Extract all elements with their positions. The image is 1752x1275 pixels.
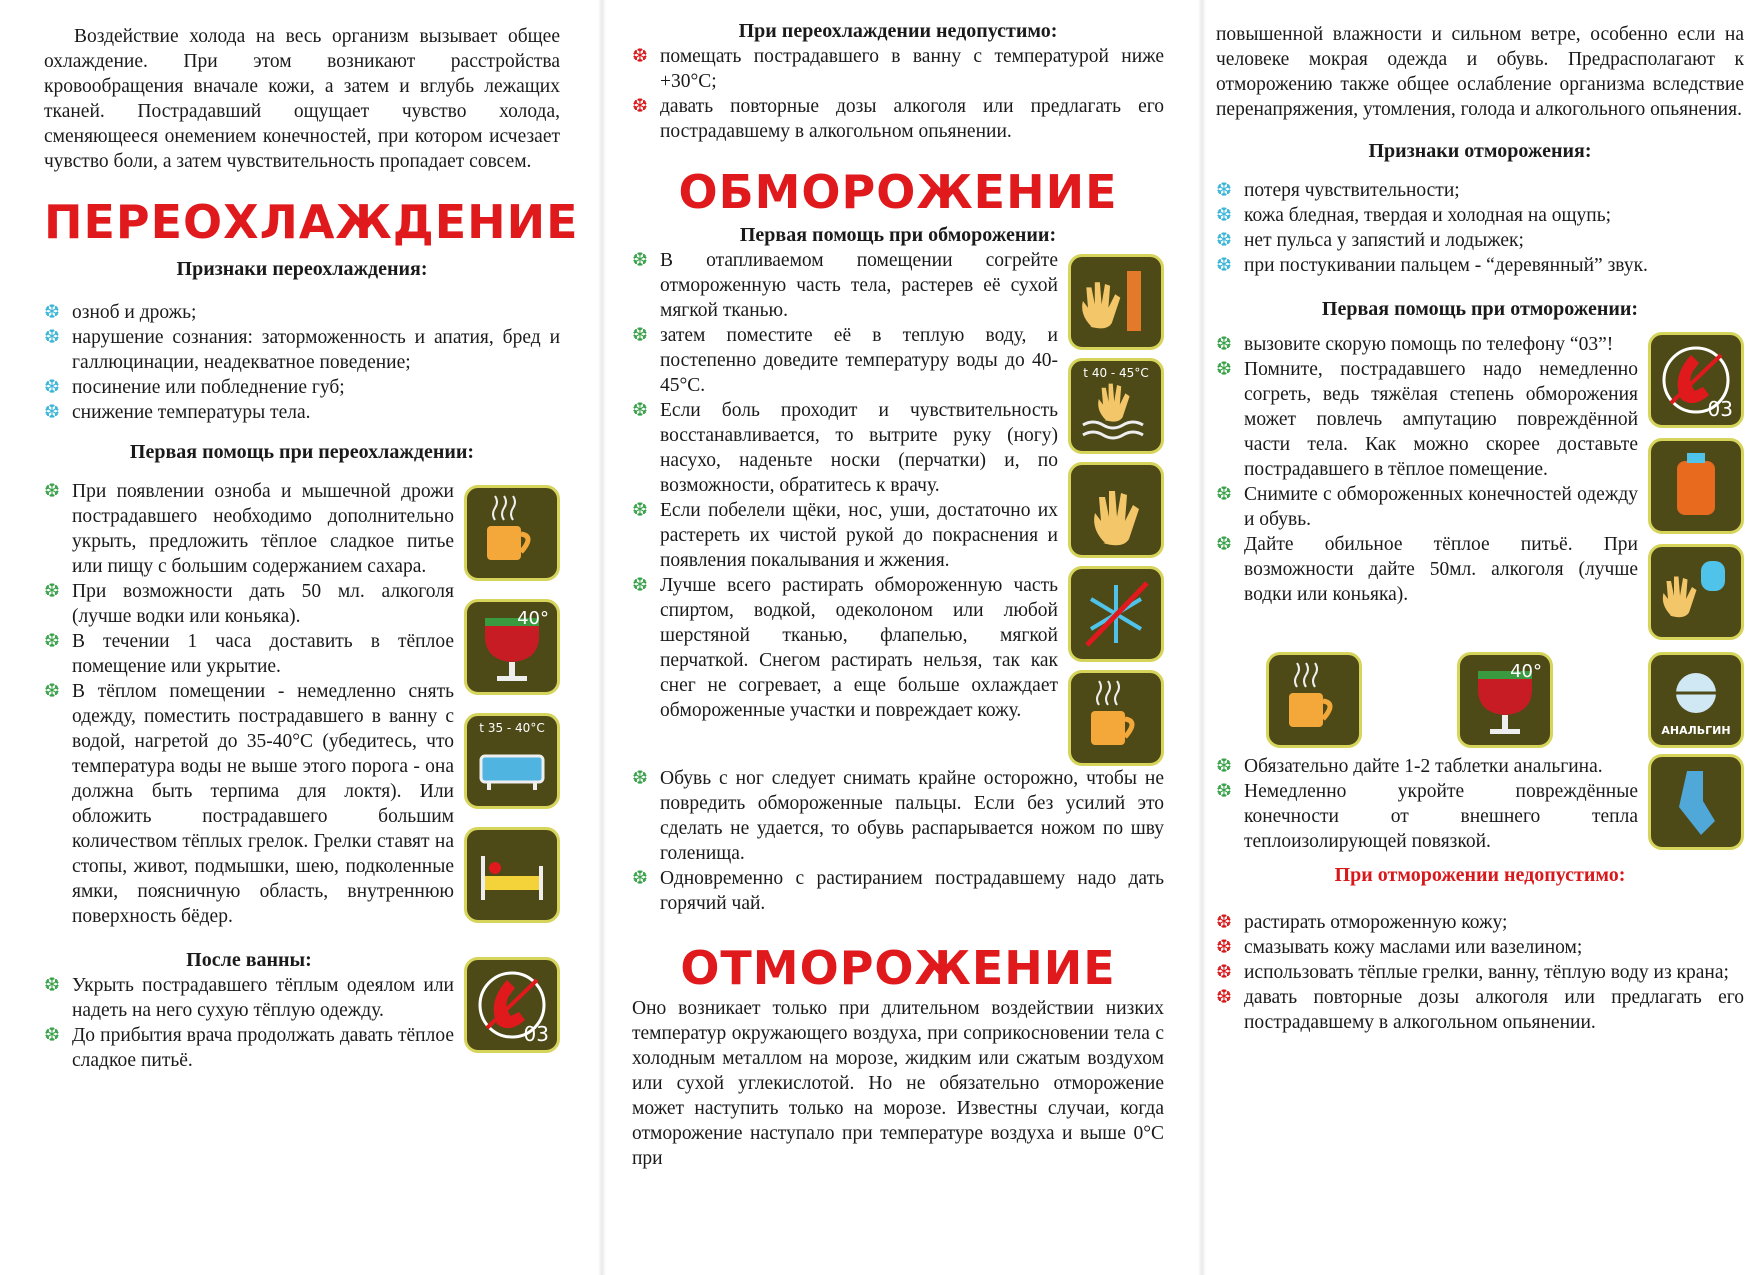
- bath-icon: t 35 - 40°C: [464, 713, 560, 809]
- phone-icon: 03: [464, 957, 560, 1053]
- list-item: ❆ Если побелели щёки, нос, уши, достаточно их растереть их чистой рукой до покраснения и появления покалывания и жжения.: [632, 498, 1058, 573]
- list-item: ❆ растирать отмороженную кожу;: [1216, 910, 1744, 935]
- hot-drink-icon: [464, 485, 560, 581]
- list-item: ❆ Лучше всего растирать обмороженную часть спиртом, водкой, одеколоном или любой шерстяной тканью, флапелью, мягкой перчаткой. Снегом растирать нельзя, так как снег не согревает, а еще больше охлаждает обмороженные участки и повреждает кожу.: [632, 573, 1058, 723]
- aid-heading: Первая помощь при переохлаждении:: [129, 441, 475, 463]
- list-item: ❆ давать повторные дозы алкоголя или предлагать его пострадавшему в алкогольном опьянении.: [632, 94, 1164, 144]
- hand-towel-icon: [1068, 254, 1164, 350]
- aid-list: [632, 248, 1058, 766]
- list-item: ❆ снижение температуры тела.: [44, 400, 560, 425]
- aid-list: [44, 479, 454, 929]
- forbid-heading: При отморожении недопустимо:: [1334, 864, 1626, 886]
- wine-glass-icon: 40°: [1457, 652, 1553, 748]
- list-item: ❆ давать повторные дозы алкоголя или предлагать его пострадавшему в алкогольном опьянении.: [1216, 985, 1744, 1035]
- list-item: ❆ Одновременно с растиранием пострадавшему надо дать горячий чай.: [632, 866, 1164, 916]
- aid-heading: Первая помощь при обморожении:: [739, 224, 1057, 246]
- frostbite-text: Оно возникает только при длительном воздействии низких температур окружающего воздуха, при соприкосновении тела с холодным металлом на морозе, жидким или сжатым воздухом или сухой углекислотой. Но не обязательно отморожение может наступить только на морозе. Известны случаи, когда отморожение наступало при температуре воздуха и выше 0°С при: [632, 998, 1164, 1169]
- aid-list: [1216, 332, 1638, 640]
- hot-drink-icon: [1266, 652, 1362, 748]
- list-item: ❆ потеря чувствительности;: [1216, 178, 1744, 203]
- after-bath-heading: После ванны:: [186, 949, 312, 971]
- list-item: ❆ Обувь с ног следует снимать крайне осторожно, чтобы не повредить обмороженные пальцы. Если без усилий это сделать не удается, то обувь распарывается ножом по шву голенища.: [632, 766, 1164, 866]
- signs-heading: Признаки переохлаждения:: [176, 258, 428, 280]
- list-item: ❆ кожа бледная, твердая и холодная на ощупь;: [1216, 203, 1744, 228]
- bandage-icon: [1648, 754, 1744, 850]
- list-item: ❆ В тёплом помещении - немедленно снять одежду, поместить пострадавшего в ванну с водой, нагретой до 35-40°С (убедитесь, что температура воды не выше этого порога - она должна быть терпима для локтя). Или обложить пострадавшего большим количеством тёплых грелок. Грелки ставят на стопы, живот, подмышки, шею, подколенные ямки, поясничную область, внутреннюю поверхность бёдер.: [44, 679, 454, 929]
- list-item: ❆ Если боль проходит и чувствительность восстанавливается, то вытрите руку (ногу) насухо, наденьте носки (перчатки) и, по возможности, обратитесь к врачу.: [632, 398, 1058, 498]
- list-item: ❆ нарушение сознания: заторможенность и апатия, бред и галлюцинации, неадекватное поведение;: [44, 325, 560, 375]
- list-item: ❆ при постукивании пальцем - “деревянный” звук.: [1216, 253, 1744, 278]
- list-item: ❆ Помните, пострадавшего надо немедленно согреть, ведь тяжёлая степень обморожения может повлечь ампутацию повреждённой части тела. Как можно скорее доставьте пострадавшего в тёплое помещение.: [1216, 357, 1638, 482]
- wine-glass-icon: 40°: [464, 599, 560, 695]
- panel-frostbite: [600, 0, 1200, 1275]
- list-item: ❆ посинение или побледнение губ;: [44, 375, 560, 400]
- hot-water-bottle-icon: [1648, 438, 1744, 534]
- signs-list: [1216, 178, 1744, 278]
- signs-list: [44, 300, 560, 425]
- list-item: ❆ При появлении озноба и мышечной дрожи пострадавшего необходимо дополнительно укрыть, предложить тёплое сладкое питье или пищу с большим содержанием сахара.: [44, 479, 454, 579]
- forbid-heading: При переохлаждении недопустимо:: [738, 20, 1058, 42]
- warm-bed-icon: [464, 827, 560, 923]
- aid-heading: Первая помощь при отморожении:: [1321, 298, 1639, 320]
- list-item: ❆ В отапливаемом помещении согрейте отмороженную часть тела, растерев её сухой мягкой тканью.: [632, 248, 1058, 323]
- title-frostbite-2: ОТМОРОЖЕНИЕ: [680, 941, 1116, 995]
- title-frostbite: ОБМОРОЖЕНИЕ: [678, 165, 1118, 219]
- hot-tea-icon: [1068, 670, 1164, 766]
- list-item: ❆ Снимите с обмороженных конечностей одежду и обувь.: [1216, 482, 1638, 532]
- panel-hypothermia: [0, 0, 600, 1275]
- list-item: ❆ помещать пострадавшего в ванну с температурой ниже +30°С;: [632, 44, 1164, 94]
- list-item: ❆ Обязательно дайте 1-2 таблетки анальгина.: [1216, 754, 1638, 779]
- no-snow-icon: [1068, 566, 1164, 662]
- pill-icon: АНАЛЬГИН: [1648, 652, 1744, 748]
- list-item: ❆ При возможности дать 50 мл. алкоголя (лучше водки или коньяка).: [44, 579, 454, 629]
- list-item: ❆ Дайте обильное тёплое питьё. При возможности дайте 50мл. алкоголя (лучше водки или коньяка).: [1216, 532, 1638, 607]
- list-item: ❆ вызовите скорую помощь по телефону “03”!: [1216, 332, 1638, 357]
- continued-text: повышенной влажности и сильном ветре, особенно если на человеке мокрая одежда и обувь. Предрасполагают к отморожению также общее ослабление организма вследствие перенапряжения, утомления, голода и алкогольного опьянения.: [1216, 24, 1744, 120]
- list-item: ❆ смазывать кожу маслами или вазелином;: [1216, 935, 1744, 960]
- list-item: ❆ Укрыть пострадавшего тёплым одеялом или надеть на него сухую тёплую одежду.: [44, 973, 454, 1023]
- title-hypothermia: ПЕРЕОХЛАЖДЕНИЕ: [44, 195, 579, 249]
- list-item: ❆ затем поместите её в теплую воду, и постепенно доведите температуру воды до 40-45°С.: [632, 323, 1058, 398]
- list-item: ❆ озноб и дрожь;: [44, 300, 560, 325]
- list-item: ❆ До прибытия врача продолжать давать тёплое сладкое питьё.: [44, 1023, 454, 1073]
- warm-water-hand-icon: t 40 - 45°C: [1068, 358, 1164, 454]
- intro-text: Воздействие холода на весь организм вызывает общее охлаждение. При этом возникают расстройства кровообращения вначале кожи, а затем и вглубь лежащих тканей. Пострадавший ощущает чувство холода, сменяющееся онемением конечностей, при котором исчезает чувство боли, а затем чувствительность пропадает совсем.: [44, 26, 560, 172]
- glove-icon: [1068, 462, 1164, 558]
- mitten-icon: [1648, 544, 1744, 640]
- signs-heading: Признаки отморожения:: [1368, 140, 1592, 162]
- list-item: ❆ Немедленно укройте повреждённые конечности от внешнего тепла теплоизолирующей повязкой.: [1216, 779, 1638, 854]
- panel-frost-injury: [1200, 0, 1752, 1275]
- list-item: ❆ использовать тёплые грелки, ванну, тёплую воду из крана;: [1216, 960, 1744, 985]
- list-item: ❆ В течении 1 часа доставить в тёплое помещение или укрытие.: [44, 629, 454, 679]
- phone-icon: 03: [1648, 332, 1744, 428]
- list-item: ❆ нет пульса у запястий и лодыжек;: [1216, 228, 1744, 253]
- forbid-list: [1216, 910, 1744, 1035]
